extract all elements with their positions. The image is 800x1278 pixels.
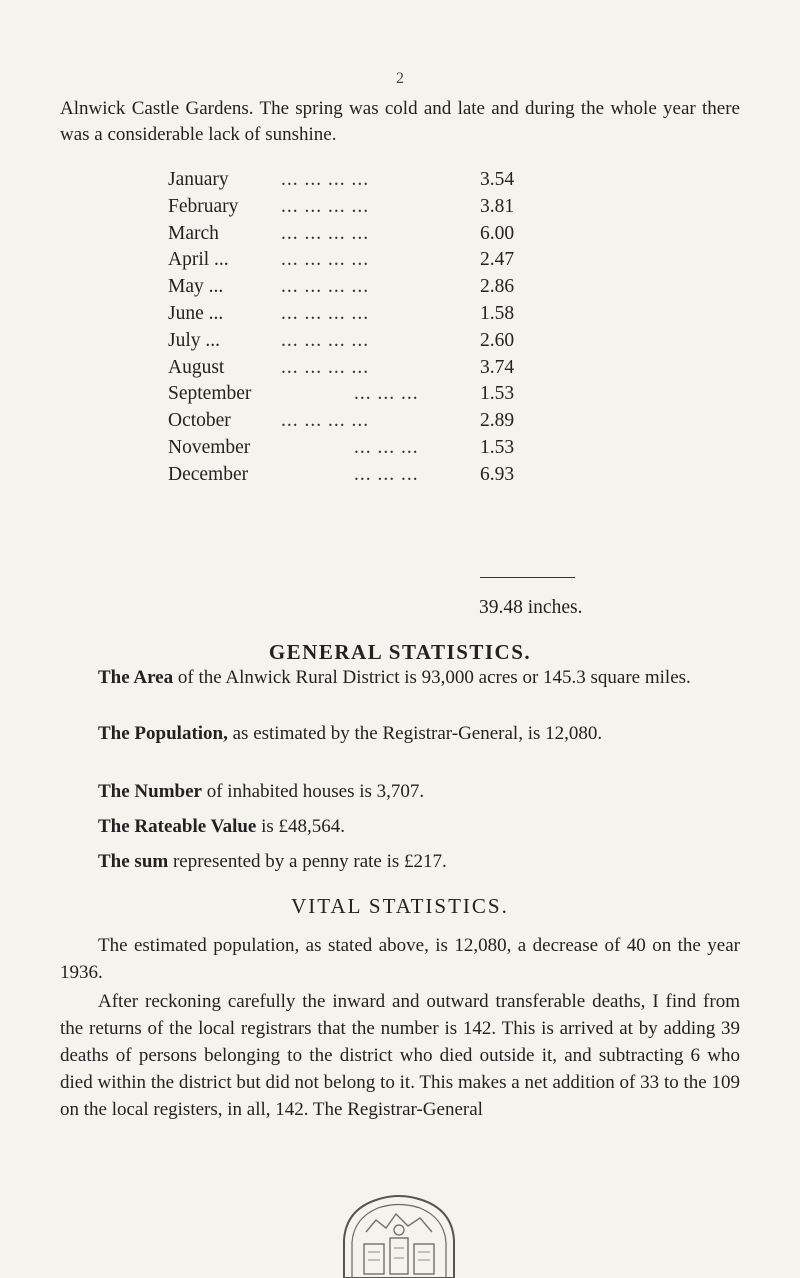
area-term: The Area	[98, 667, 174, 688]
leader-dots: ... ... ... ...	[281, 222, 370, 244]
table-row	[168, 274, 528, 301]
rainfall-value: 6.00	[480, 222, 515, 244]
leader-dots: ... ... ...	[354, 463, 419, 485]
rainfall-value: 2.89	[480, 410, 515, 432]
leader-dots: ... ... ... ...	[281, 356, 370, 378]
table-row	[168, 167, 528, 194]
rainfall-value: 3.81	[480, 195, 515, 217]
month-label: May ...	[168, 276, 224, 298]
month-label: July ...	[168, 329, 221, 351]
leader-dots: ... ... ... ...	[281, 329, 370, 351]
population-term: The Population,	[98, 723, 228, 744]
leader-dots: ... ... ... ...	[281, 410, 370, 432]
number-paragraph	[60, 778, 740, 805]
sum-term: The sum	[98, 851, 169, 872]
table-row	[168, 435, 528, 462]
month-label: September	[168, 383, 252, 405]
area-paragraph	[60, 664, 740, 691]
sum-text: represented by a penny rate is £217.	[168, 851, 447, 872]
month-label: November	[168, 436, 251, 458]
month-label: December	[168, 463, 249, 485]
leader-dots: ... ... ... ...	[281, 195, 370, 217]
leader-dots: ... ... ...	[354, 436, 419, 458]
vital-statistics-heading: VITAL STATISTICS.	[291, 894, 509, 918]
total-rule	[480, 577, 575, 578]
leader-dots: ... ... ... ...	[281, 302, 370, 324]
page-number: 2	[396, 70, 404, 87]
rateable-paragraph	[60, 813, 740, 840]
rainfall-value: 2.47	[480, 249, 515, 271]
month-label: February	[168, 195, 239, 217]
rainfall-value: 6.93	[480, 463, 515, 485]
month-label: March	[168, 222, 219, 244]
number-term: The Number	[98, 781, 202, 802]
month-label: June ...	[168, 302, 224, 324]
month-label: August	[168, 356, 225, 378]
vital-paragraph-1: The estimated population, as stated above, is 12,080, a decrease of 40 on the year 1936.	[60, 935, 740, 983]
table-row	[168, 301, 528, 328]
leader-dots: ... ... ...	[354, 383, 419, 405]
leader-dots: ... ... ... ...	[281, 249, 370, 271]
population-text: as estimated by the Registrar-General, is 12,080.	[227, 723, 603, 744]
table-row	[168, 328, 528, 355]
leader-dots: ... ... ... ...	[281, 169, 370, 190]
rainfall-table	[168, 167, 528, 489]
month-label: January	[168, 169, 229, 190]
rainfall-total: 39.48 inches.	[479, 597, 583, 618]
rainfall-value: 2.86	[480, 276, 515, 298]
table-row	[168, 408, 528, 435]
table-row	[168, 194, 528, 221]
rateable-text: is £48,564.	[256, 816, 346, 837]
vital-paragraph-2: After reckoning carefully the inward and outward transferable deaths, I find from the returns of the local registrars that the number is 142. This is arrived at by adding 39 deaths of persons belonging to the district who died outside it, and subtracting 6 who died within the district but did not belong to it. This makes a net addition of 33 to the 109 on the local registers, in all, 142. The Registrar-General	[60, 991, 740, 1120]
table-row	[168, 355, 528, 382]
rateable-term: The Rateable Value	[98, 816, 257, 837]
area-text: of the Alnwick Rural District is 93,000 acres or 145.3 square miles.	[173, 667, 691, 688]
rainfall-value: 3.74	[480, 356, 515, 378]
population-paragraph	[60, 720, 740, 747]
month-label: October	[168, 410, 231, 432]
table-row	[168, 247, 528, 274]
rainfall-value: 1.58	[480, 302, 515, 324]
table-row	[168, 381, 528, 408]
general-statistics-heading: GENERAL STATISTICS.	[268, 640, 532, 664]
table-row	[168, 221, 528, 248]
rainfall-value: 2.60	[480, 329, 515, 351]
rainfall-value: 1.53	[480, 383, 515, 405]
leader-dots: ... ... ... ...	[281, 276, 370, 298]
number-text: of inhabited houses is 3,707.	[201, 781, 425, 802]
table-row	[168, 462, 528, 489]
seal-emblem	[336, 1192, 462, 1278]
intro-paragraph: Alnwick Castle Gardens. The spring was cold and late and during the whole year there was a considerable lack of sunshine.	[60, 98, 740, 145]
month-label: April ...	[168, 249, 229, 271]
sum-paragraph	[60, 848, 740, 875]
rainfall-value: 3.54	[480, 169, 515, 190]
rainfall-value: 1.53	[480, 436, 515, 458]
